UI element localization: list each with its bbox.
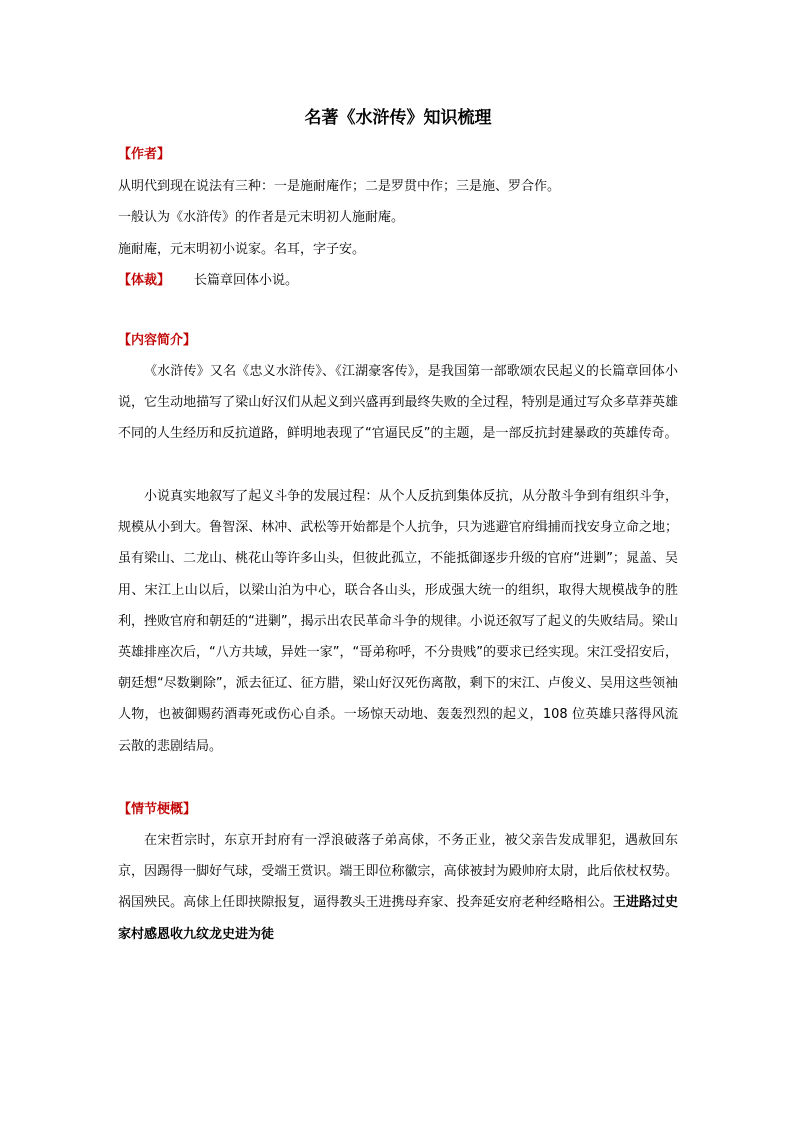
plot-label: 【情节梗概】 [118,802,197,817]
plot-bold-tail: 王进路过史家村感恩收九纹龙史进为徒 [118,895,678,942]
genre-label: 【体裁】 [118,273,171,288]
author-label: 【作者】 [118,147,171,162]
summary-paragraph-2: 小说真实地叙写了起义斗争的发展过程：从个人反抗到集体反抗，从分散斗争到有组织斗争，规模从小到大。鲁智深、林冲、武松等开始都是个人抗争，只为逃避官府缉捕而找安身立命之地；虽有梁山、二龙山、桃花山等许多山头，但彼此孤立，不能抵御逐步升级的官府“进剿”；晁盖、吴用、宋江上山以后，以梁山泊为中心，联合各山头，形成强大统一的组织，取得大规模战争的胜利，挫败官府和朝廷的“进剿”，揭示出农民革命斗争的规律。小说还叙写了起义的失败结局。梁山英雄排座次后，“八方共域，异姓一家”，“哥弟称呼，不分贵贱”的要求已经实现。宋江受招安后，朝廷想“尽数剿除”，派去征辽、征方腊，梁山好汉死伤离散，剩下的宋江、卢俊义、吴用这些领袖人物，也被御赐药酒毒死或伤心自杀。一场惊天动地、轰轰烈烈的起义，108 位英雄只落得风流云散的悲剧结局。 [118,489,678,754]
summary-paragraph-1: 《水浒传》又名《忠义水浒传》、《江湖豪客传》，是我国第一部歌颂农民起义的长篇章回体小说，它生动地描写了梁山好汉们从起义到兴盛再到最终失败的全过程，特别是通过写众多草莽英雄不同的人生经历和反抗道路，鲜明地表现了“官逼民反”的主题，是一部反抗封建暴政的英雄传奇。 [118,364,678,442]
genre-row [118,271,298,291]
author-line-2: 一般认为《水浒传》的作者是元末明初人施耐庵。 [118,210,405,225]
genre-text: 长篇章回体小说。 [194,273,299,288]
page-title: 名著《水浒传》知识梳理 [304,108,492,128]
author-line-1: 从明代到现在说法有三种：一是施耐庵作；二是罗贯中作；三是施、罗合作。 [118,179,561,194]
plot-paragraph [118,825,678,950]
plot-text: 在宋哲宗时，东京开封府有一浮浪破落子弟高俅，不务正业，被父亲告发成罪犯，遇赦回东京，因踢得一脚好气球，受端王赏识。端王即位称徽宗，高俅被封为殿帅府太尉，此后依杖权势。祸国殃民。高俅上任即挟隙报复，逼得教头王进携母弃家、投奔延安府老种经略相公。 [118,833,678,911]
summary-label: 【内容简介】 [118,333,197,348]
summary-heading [118,331,196,351]
author-heading [118,145,170,165]
plot-heading [118,800,196,820]
author-line-3: 施耐庵，元末明初小说家。名耳，字子安。 [118,242,366,257]
